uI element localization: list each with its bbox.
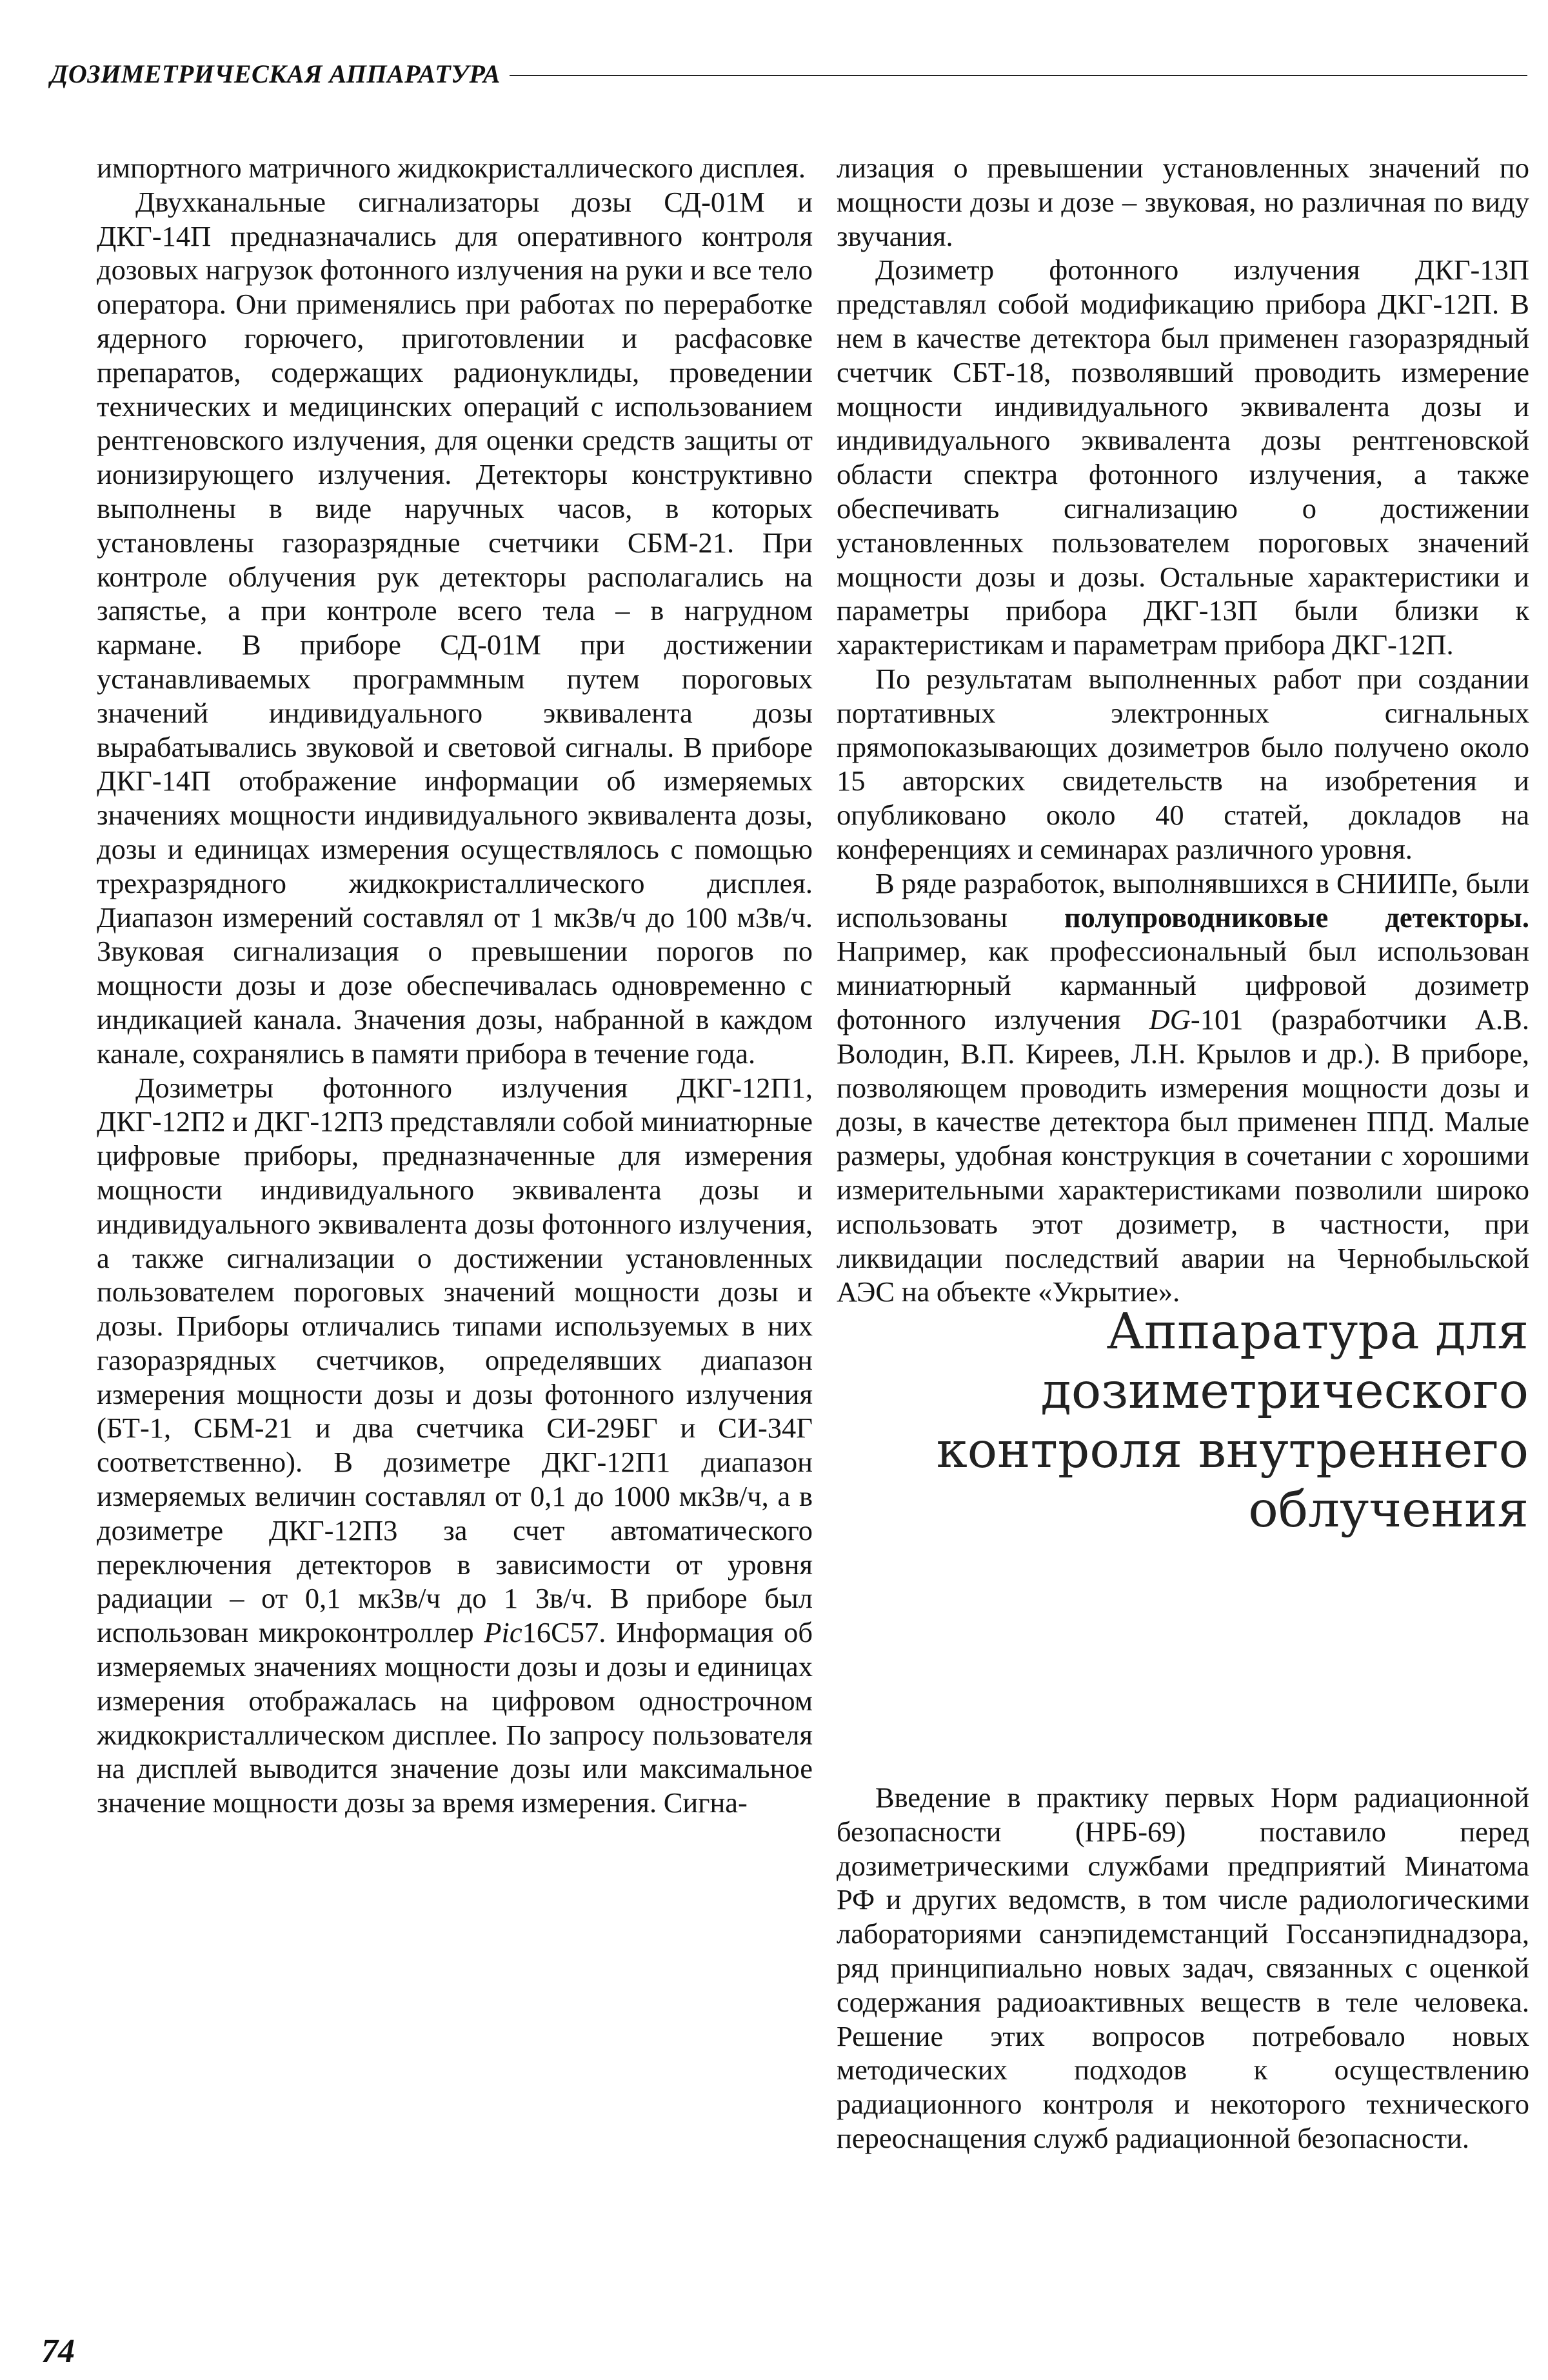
paragraph: По результатам выполненных работ при создании портативных электронных сигнальных прямопоказывающих дозиметров было получено около 15 авторских свидетельств на изобретения и опубликовано около 40 статей, докладов на конференциях и семинарах различного уровня. — [837, 662, 1529, 865]
paragraph — [837, 866, 1529, 1309]
running-header — [50, 57, 1527, 90]
text-run: -101 (разработчики А.В. Володин, В.П. Киреев, Л.Н. Крылов и др.). В приборе, позволяющем проводить измерения мощности дозы и дозы, в качестве детектора был применен ППД. Малые размеры, удобная конструкция в сочетании с хорошими измерительными характеристиками позволили широко использовать этот дозиметр, в частности, при ликвидации последствий аварии на Чернобыльской АЭС на объекте «Укрытие». — [837, 1003, 1529, 1308]
paragraph: Дозиметр фотонного излучения ДКГ-13П представлял собой модификацию прибора ДКГ-12П. В нем в качестве детектора был применен газоразрядный счетчик СБТ-18, позволявший проводить измерение мощности индивидуального эквивалента дозы и индивидуального эквивалента дозы рентгеновской области спектра фотонного излучения, а также обеспечивать сигнализацию о достижении установленных пользователем пороговых значений мощности дозы и дозы. Остальные характеристики и параметры прибора ДКГ-13П были близки к характеристикам и параметрам прибора ДКГ-12П. — [837, 254, 1529, 661]
text-run: В ряде разработок, выполнявшихся в СНИИПе, были использованы — [837, 866, 1529, 934]
text-run-italic: DG — [1149, 1003, 1191, 1035]
text-run: Например, как профессиональный был использован миниатюрный карманный цифровой дозиметр фотонного излучения — [837, 935, 1529, 1035]
paragraph: лизация о превышении установленных значений по мощности дозы и дозе – звуковая, но различная по виду звучания. — [837, 152, 1529, 252]
page-number: 74 — [41, 2333, 75, 2370]
header-rule — [510, 75, 1527, 76]
text-run-italic: Pic — [484, 1616, 522, 1649]
paragraph: Введение в практику первых Норм радиационной безопасности (НРБ-69) поставило перед дозиметрическими службами предприятий Минатома РФ и других ведомств, в том числе радиологическими лабораториями санэпидемстанций Госсанэпиднадзора, ряд принципиально новых задач, связанных с оценкой содержания радиоактивных веществ в теле человека. Решение этих вопросов потребовало новых методических подходов к осуществлению радиационного контроля и некоторого технического переоснащения служб радиационной безопасности. — [837, 1781, 1529, 2154]
section-heading: Аппаратура для дозиметрического контроля внутреннего облучения — [936, 1303, 1529, 1539]
text-run-bold: полупроводниковые детекторы. — [1064, 901, 1529, 934]
text-run: 16С57. Информация об измеряемых значениях мощности дозы и дозы и единицах измерения отображалась на цифровом однострочном жидкокристаллическом дисплее. По запросу пользователя на дисплей выводится значение дозы или максимальное значение мощности дозы за время измерения. Сигна- — [97, 1616, 813, 1819]
left-column — [97, 151, 813, 1820]
paragraph: импортного матричного жидкокристаллического дисплея. — [97, 152, 806, 184]
text-run: Дозиметры фотонного излучения ДКГ-12П1, ДКГ-12П2 и ДКГ-12П3 представляли собой миниатюрные цифровые приборы, предназначенные для измерения мощности индивидуального эквивалента дозы и индивидуального эквивалента дозы фотонного излучения, а также сигнализации о достижении установленных пользователем пороговых значений мощности дозы и дозы. Приборы отличались типами используемых в них газоразрядных счетчиков, определявших диапазон измерения мощности дозы и дозы фотонного излучения (БТ-1, СБМ-21 и два счетчика СИ-29БГ и СИ-34Г соответственно). В дозиметре ДКГ-12П1 диапазон измеряемых величин составлял от 0,1 до 1000 мкЗв/ч, а в дозиметре ДКГ-12П3 за счет автоматического переключения детекторов в зависимости от уровня радиации – от 0,1 мкЗв/ч до 1 Зв/ч. В приборе был использован микроконтроллер — [97, 1071, 813, 1649]
paragraph: Двухканальные сигнализаторы дозы СД-01М и ДКГ-14П предназначались для оперативного контроля дозовых нагрузок фотонного излучения на руки и все тело оператора. Они применялись при работах по переработке ядерного горючего, приготовлении и расфасовке препаратов, содержащих радионуклиды, проведении технических и медицинских операций с использованием рентгеновского излучения, для оценки средств защиты от ионизирующего излучения. Детекторы конструктивно выполнены в виде наручных часов, в которых установлены газоразрядные счетчики СБМ-21. При контроле облучения рук детекторы располагались на запястье, а при контроле всего тела – в нагрудном кармане. В приборе СД-01М при достижении устанавливаемых программным путем пороговых значений индивидуального эквивалента дозы вырабатывались звуковой и световой сигналы. В приборе ДКГ-14П отображение информации об измеряемых значениях мощности индивидуального эквивалента дозы, дозы и единицах измерения осуществлялось с помощью трехразрядного жидкокристаллического дисплея. Диапазон измерений составлял от 1 мкЗв/ч до 100 мЗв/ч. Звуковая сигнализация о превышении порогов по мощности дозы и дозе обеспечивалась одновременно с индикацией канала. Значения дозы, набранной в каждом канале, сохранялись в памяти прибора в течение года. — [97, 185, 813, 1070]
paragraph — [97, 1071, 813, 1821]
section-intro — [837, 1781, 1529, 2155]
running-header-title: ДОЗИМЕТРИЧЕСКАЯ АППАРАТУРА — [50, 59, 501, 88]
right-column — [837, 151, 1529, 1309]
